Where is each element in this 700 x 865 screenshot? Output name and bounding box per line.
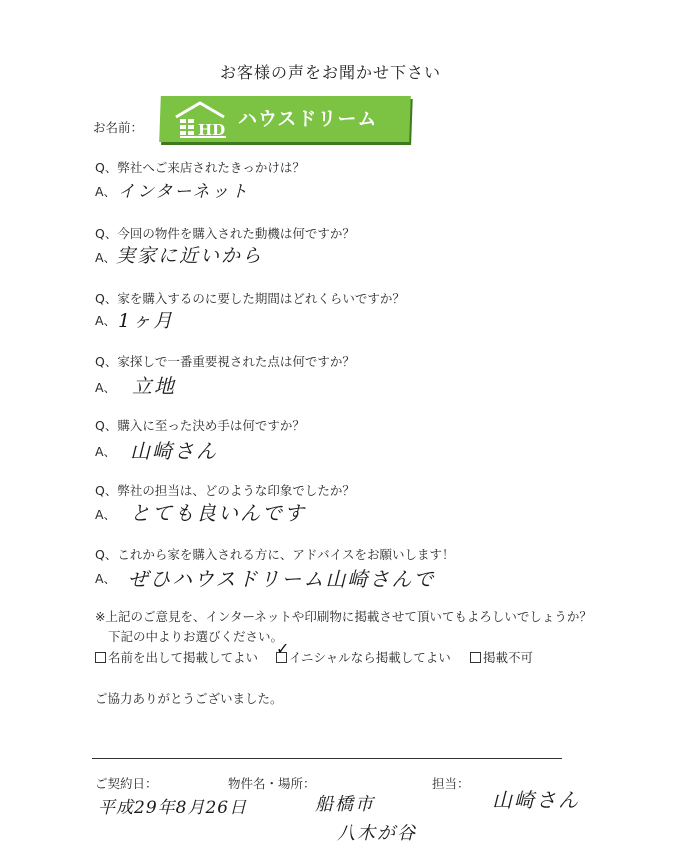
contract-date-label: ご契約日： [95,776,158,791]
answer-4: 立地 [132,374,176,398]
question-3: Q、家を購入するのに要した期間はどれくらいですか？ [95,291,405,306]
answer-prefix-4: A、 [95,380,117,395]
consent-question: ※上記のご意見を、インターネットや印刷物に掲載させて頂いてもよろしいでしょうか？ [95,609,592,624]
question-2: Q、今回の物件を購入された動機は何ですか？ [95,226,355,241]
property-value-area: 八木が谷 [337,823,417,844]
question-6: Q、弊社の担当は、どのような印象でしたか？ [95,483,355,498]
answer-prefix-3: A、 [95,313,117,328]
contract-date-value: 平成29年8月26日 [98,798,248,818]
name-label: お名前： [93,120,144,135]
answer-prefix-2: A、 [95,250,117,265]
house-logo-icon [172,99,232,139]
consent-instruction: 下記の中よりお選びください。 [108,629,284,644]
question-5: Q、購入に至った決め手は何ですか？ [95,418,305,433]
answer-prefix-5: A、 [95,444,117,459]
question-4: Q、家探しで一番重要視された点は何ですか？ [95,354,355,369]
answer-3: 1ヶ月 [118,310,175,332]
option-label-1: 名前を出して掲載してよい [108,650,259,665]
property-value-city: 船橋市 [315,794,375,815]
answer-5: 山崎さん [130,439,218,463]
property-label: 物件名・場所： [228,776,316,791]
option-label-2: イニシャルなら掲載してよい [289,650,451,665]
question-1: Q、弊社へご来店されたきっかけは？ [95,160,305,175]
thanks-text: ご協力ありがとうございました。 [95,691,283,706]
footer-divider [92,758,562,759]
answer-prefix-7: A、 [95,571,117,586]
answer-2: 実家に近いから [116,245,264,267]
question-7: Q、これから家を購入される方に、アドバイスをお願いします！ [95,547,455,562]
answer-6: とても良いんです [130,501,306,525]
checkmark-icon: ✓ [276,639,290,658]
answer-1: インターネット [118,182,250,202]
staff-label: 担当： [432,776,470,791]
staff-value: 山崎さん [492,788,580,812]
answer-prefix-1: A、 [95,184,117,199]
svg-text:HD: HD [198,121,226,139]
form-title: お客様の声をお聞かせ下さい [220,63,442,82]
answer-7: ぜひハウスドリーム山崎さんで [128,567,436,591]
option-checkbox-1[interactable] [95,652,106,663]
answer-prefix-6: A、 [95,507,117,522]
logo-text: ハウスドリーム [238,108,378,130]
option-checkbox-3[interactable] [470,652,481,663]
option-label-3: 掲載不可 [483,650,534,665]
